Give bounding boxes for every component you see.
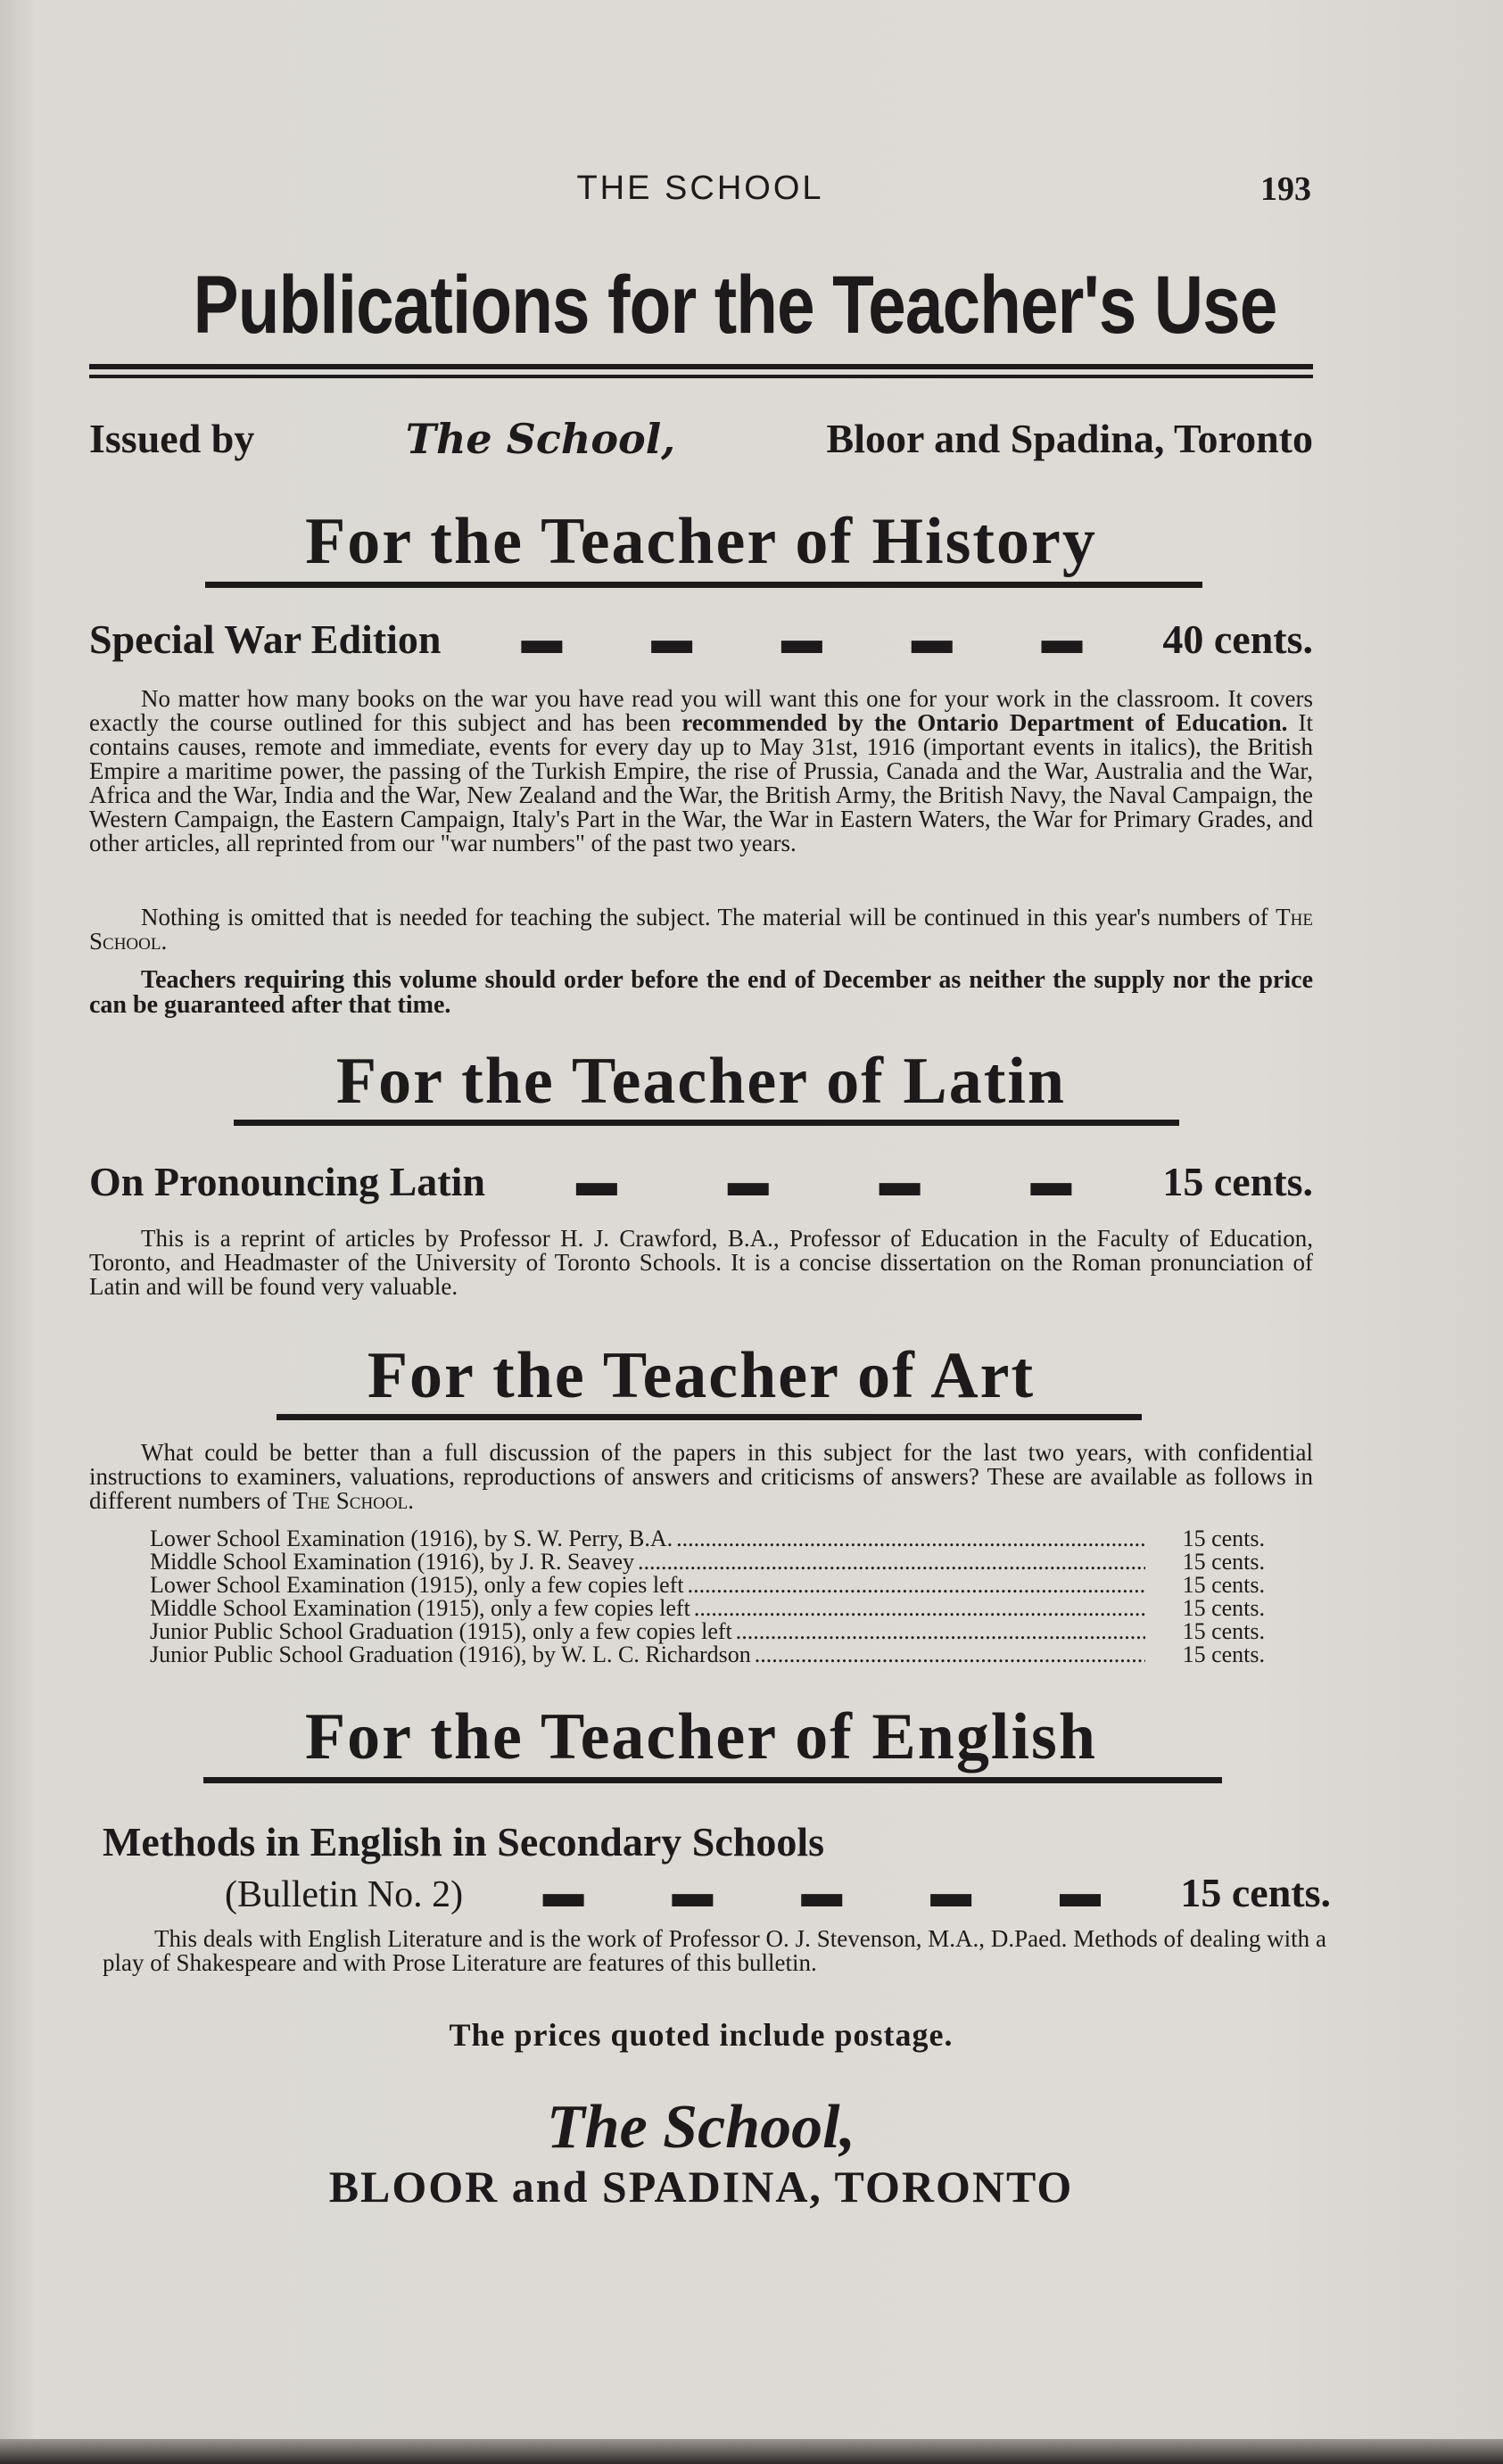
latin-item-price: 15 cents. xyxy=(1162,1159,1313,1204)
latin-item xyxy=(89,1158,1313,1205)
art-price-list xyxy=(150,1527,1265,1666)
page-number: 193 xyxy=(1260,170,1311,208)
list-item: Middle School Examination (1916), by J. R. Seavey ..... 15 cents. xyxy=(150,1550,1265,1574)
english-heading: For the Teacher of English xyxy=(304,1700,1097,1774)
history-item-price: 40 cents. xyxy=(1162,616,1313,662)
list-item: Lower School Examination (1916), by S. W. Perry, B.A. ..... 15 cents. xyxy=(150,1527,1265,1550)
english-item-title-text: Methods in English in Secondary Schools xyxy=(103,1819,825,1865)
postage-note: The prices quoted include postage. xyxy=(449,2017,954,2053)
history-item-title: Special War Edition xyxy=(89,616,442,662)
dash-leader: ▬ ▬ ▬ ▬ ▬ xyxy=(521,616,1083,662)
history-para1-text-c: It contains causes, remote and immediate, events for every day up to May 31st, 1916 (important events in italics), the British Empire a maritime power, the passing of the Turkish Empire, the rise of Prussia, Canada and the War, Australia and the War, Africa and the War, India and the War, New Zealand and the War, the British Army, the British Navy, the Naval Campaign, the Western Campaign, the Eastern Campaign, Italy's Part in the War, the War in Eastern Waters, the War for Primary Grades, and other articles, all reprinted from our "war numbers" of the past two years. xyxy=(89,709,1313,856)
history-rule xyxy=(205,582,1202,588)
english-item-line xyxy=(225,1869,1331,1916)
latin-item-title: On Pronouncing Latin xyxy=(89,1159,485,1204)
art-rule xyxy=(277,1414,1142,1420)
english-item-title xyxy=(103,1818,1313,1865)
dash-leader: ▬ ▬ ▬ ▬ ▬ xyxy=(542,1870,1101,1915)
issued-by-line xyxy=(89,415,1313,463)
list-item: Lower School Examination (1915), only a few copies left ..... 15 cents. xyxy=(150,1574,1265,1597)
english-rule xyxy=(203,1777,1222,1783)
history-para2-journal: The School. xyxy=(89,904,1313,955)
publisher-name: The School, xyxy=(546,2093,856,2162)
history-heading: For the Teacher of History xyxy=(305,505,1097,578)
page-edge-shadow xyxy=(0,2439,1503,2464)
title-double-rule xyxy=(89,364,1313,378)
english-paragraph: This deals with English Literature and is the work of Professor O. J. Stevenson, M.A., D.Paed. Methods of dealing with a play of Shakespeare and with Prose Literature are features of this bulletin. xyxy=(103,1925,1326,1976)
issued-address: Bloor and Spadina, Toronto xyxy=(826,416,1313,461)
art-para-text: What could be better than a full discussion of the papers in this subject for the last two years, with confidential instructions to examiners, valuations, reproductions of answers and criticisms of answers? These are available as follows in different numbers of xyxy=(89,1439,1313,1514)
art-para-journal: The School. xyxy=(293,1487,414,1514)
history-item xyxy=(89,616,1313,663)
issued-publisher: The School, xyxy=(405,415,676,463)
list-item: Middle School Examination (1915), only a few copies left ..... 15 cents. xyxy=(150,1597,1265,1620)
latin-heading: For the Teacher of Latin xyxy=(335,1045,1067,1118)
list-item: Junior Public School Graduation (1916), by W. L. C. Richardson ..... 15 cents. xyxy=(150,1643,1265,1666)
history-para1-emphasis: recommended by the Ontario Department of Education. xyxy=(681,709,1288,736)
latin-paragraph: This is a reprint of articles by Professor H. J. Crawford, B.A., Professor of Education in the Faculty of Education, Toronto, and Headmaster of the University of Toronto Schools. It is a concise dissertation on the Roman pronunciation of Latin and will be found very valuable. xyxy=(89,1225,1313,1300)
running-title: THE SCHOOL xyxy=(576,170,824,207)
issued-prefix: Issued by xyxy=(89,416,255,461)
history-paragraph-2 xyxy=(89,905,1313,954)
history-para1-text-a: No matter how many books on the war you have read you will want this one for your work in the classroom. It covers exactly the course outlined for this subject and has been xyxy=(89,685,1313,736)
page-title: Publications for the Teacher's Use xyxy=(193,260,1277,351)
dash-leader: ▬ ▬ ▬ ▬ xyxy=(575,1159,1072,1204)
history-paragraph-1 xyxy=(89,687,1313,856)
latin-rule xyxy=(234,1120,1179,1126)
history-para2-text: Nothing is omitted that is needed for teaching the subject. The material will be continued in this year's numbers of xyxy=(141,904,1276,930)
english-item-sub: (Bulletin No. 2) xyxy=(225,1874,464,1915)
running-head xyxy=(89,170,1311,214)
list-item: Junior Public School Graduation (1915), only a few copies left ..... 15 cents. xyxy=(150,1620,1265,1643)
publisher-address: BLOOR and SPADINA, TORONTO xyxy=(328,2162,1074,2212)
art-paragraph xyxy=(89,1441,1313,1513)
english-item-price: 15 cents. xyxy=(1180,1870,1331,1915)
history-paragraph-3: Teachers requiring this volume should order before the end of December as neither the supply nor the price can be guaranteed after that time. xyxy=(89,966,1313,1019)
art-heading: For the Teacher of Art xyxy=(367,1339,1036,1412)
